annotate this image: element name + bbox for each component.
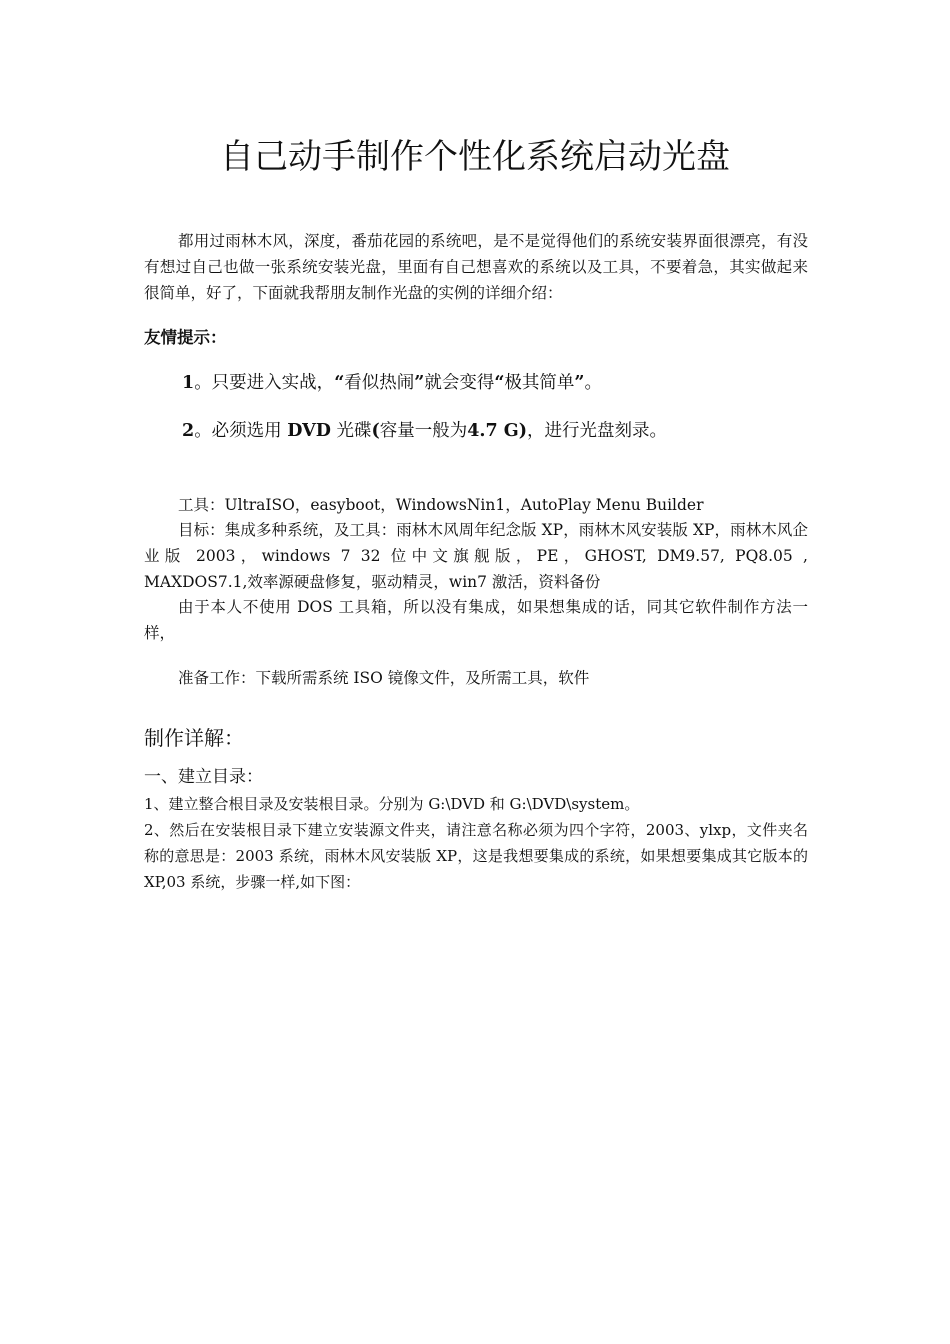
tip-1-number: 1 [182,373,195,393]
tip-2-text-c: 容量一般为 [379,421,468,441]
tip-2-number: 2 [182,421,195,441]
tip-1-text-c: 就会变得 [424,373,495,393]
tip-1-text-a: 。只要进入实战， [194,373,335,393]
step-1: 1、建立整合根目录及安装根目录。分别为 G:\DVD 和 G:\DVD\system。 [144,795,640,813]
tip-1-quote-close-b: ” [574,373,585,393]
tip-item-2 [182,418,802,444]
tip-2-text-a: 。必须选用 [194,421,288,441]
tip-2-bold-capacity: 4.7 G) [467,421,527,441]
tip-2-text-d: ，进行光盘刻录。 [527,421,667,441]
tip-2-text-b: 光碟 [330,421,372,441]
step-2: 2、然后在安装根目录下建立安装源文件夹，请注意名称必须为四个字符，2003、ylxp，文件夹名称的意思是：2003 系统，雨林木风安装版 XP，这是我想要集成的系统，如果想要集成其它版本的 XP,03 系统，步骤一样,如下图： [144,821,808,891]
tip-1-quote-open-a: “ [334,373,345,393]
prep-line: 准备工作：下载所需系统 ISO 镜像文件，及所需工具，软件 [178,669,590,687]
tip-1-text-e: 。 [584,373,602,393]
tip-1-text-d: 极其简单 [504,373,575,393]
tip-2-bold-dvd: DVD [287,421,331,441]
tips-heading: 友情提示： [144,328,227,347]
tip-2-bold-paren: ( [371,421,380,441]
tip-item-1 [182,370,802,396]
goal-paragraph: 目标：集成多种系统，及工具：雨林木风周年纪念版 XP，雨林木风安装版 XP，雨林木风企业版 2003，windows 7 32 位中文旗舰版，PE，GHOST, DM9.57, PQ8.05 , MAXDOS7.1,效率源硬盘修复，驱动精灵，win7 激活，资料备份 [144,521,808,591]
tools-line: 工具：UltraISO，easyboot，WindowsNin1，AutoPlay Menu Builder [178,496,704,514]
tip-1-text-b: 看似热闹 [344,373,415,393]
intro-paragraph: 都用过雨林木风，深度，番茄花园的系统吧，是不是觉得他们的系统安装界面很漂亮，有没有想过自己也做一张系统安装光盘，里面有自己想喜欢的系统以及工具，不要着急，其实做起来很简单，好了，下面就我帮朋友制作光盘的实例的详细介绍： [144,232,808,302]
note-paragraph: 由于本人不使用 DOS 工具箱，所以没有集成，如果想集成的话，同其它软件制作方法一样， [144,598,808,642]
tip-1-quote-open-b: “ [494,373,505,393]
section-1-heading: 一、建立目录： [144,767,263,787]
tip-1-quote-close-a: ” [414,373,425,393]
page-title: 自己动手制作个性化系统启动光盘 [220,137,730,177]
detail-heading: 制作详解： [144,726,244,750]
